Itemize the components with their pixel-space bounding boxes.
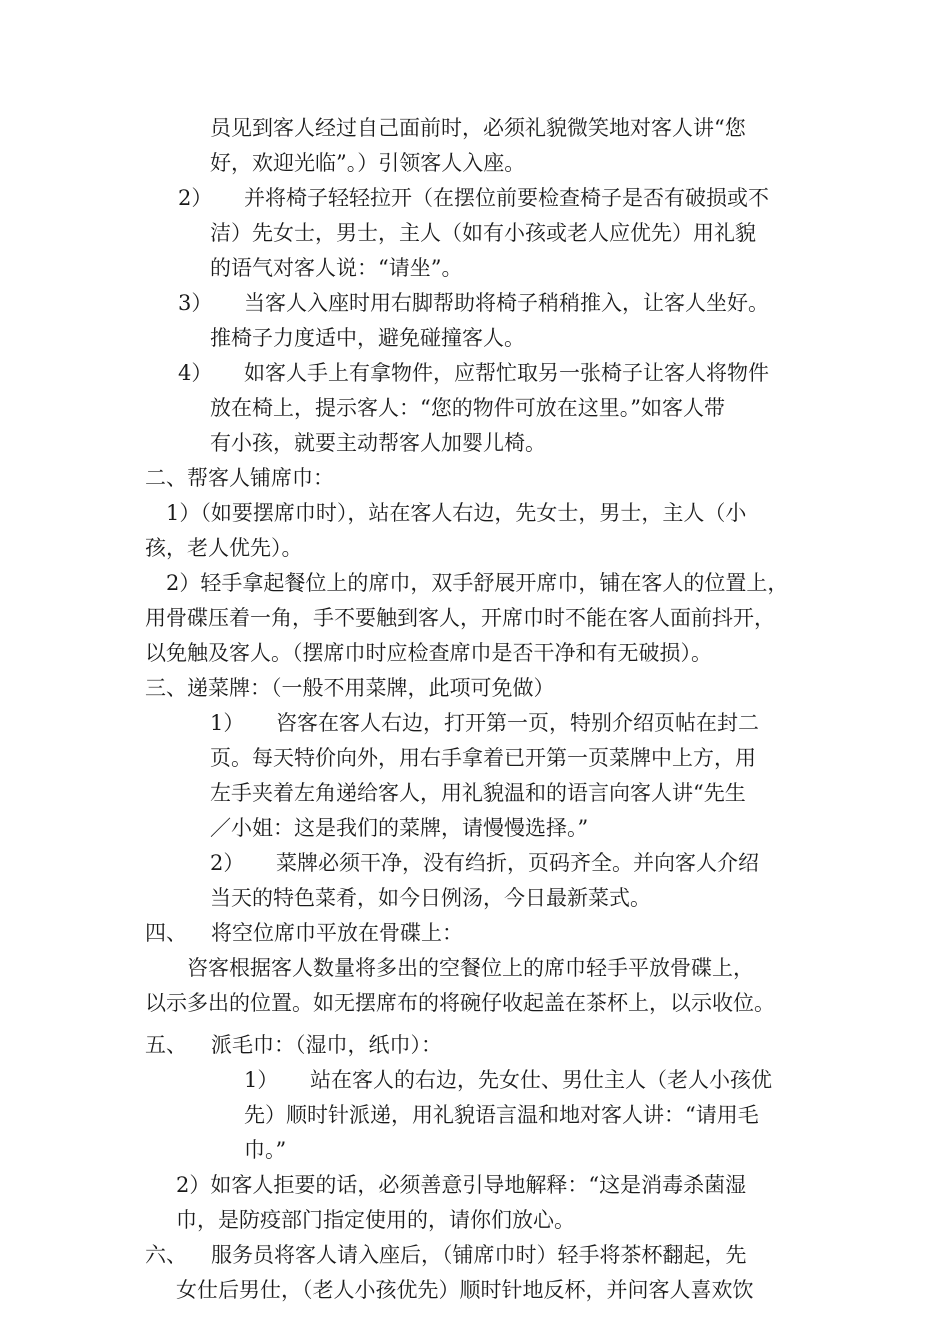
text-line: 推椅子力度适中，避免碰撞客人。 bbox=[210, 326, 525, 350]
text-line: ／小姐：这是我们的菜牌，请慢慢选择。” bbox=[210, 816, 589, 840]
section-heading: 三、递菜牌：（一般不用菜牌，此项可免做） bbox=[145, 676, 555, 700]
text-line: 当天的特色菜肴，如今日例汤，今日最新菜式。 bbox=[210, 886, 651, 910]
text-line: 的语气对客人说：“请坐”。 bbox=[210, 256, 463, 280]
list-number: 3） bbox=[178, 291, 213, 315]
text-line: 洁）先女士，男士，主人（如有小孩或老人应优先）用礼貌 bbox=[210, 221, 756, 245]
text-line: 巾。” bbox=[244, 1138, 287, 1162]
text-line: 站在客人的右边，先女仕、男仕主人（老人小孩优 bbox=[310, 1068, 772, 1092]
text-line: 页。每天特价向外，用右手拿着已开第一页菜牌中上方，用 bbox=[210, 746, 756, 770]
section-heading: 将空位席巾平放在骨碟上： bbox=[211, 921, 463, 945]
text-line: 有小孩，就要主动帮客人加婴儿椅。 bbox=[210, 431, 546, 455]
section-number: 六、 bbox=[145, 1243, 187, 1267]
text-line: 放在椅上，提示客人：“您的物件可放在这里。”如客人带 bbox=[210, 396, 725, 420]
text-line: 好，欢迎光临”。）引领客人入座。 bbox=[210, 151, 526, 175]
text-line: 巾，是防疫部门指定使用的，请你们放心。 bbox=[176, 1208, 575, 1232]
text-line: 先）顺时针派递，用礼貌语言温和地对客人讲：“请用毛 bbox=[244, 1103, 759, 1127]
text-line: 2）轻手拿起餐位上的席巾，双手舒展开席巾，铺在客人的位置上， bbox=[166, 571, 789, 595]
section-number: 四、 bbox=[145, 921, 187, 945]
text-line: 1）（如要摆席巾时），站在客人右边，先女士，男士，主人（小 bbox=[166, 501, 747, 525]
text-line: 服务员将客人请入座后，（铺席巾时）轻手将茶杯翻起，先 bbox=[211, 1243, 747, 1267]
text-line: 女仕后男仕，（老人小孩优先）顺时针地反杯，并问客人喜欢饮 bbox=[176, 1278, 754, 1302]
list-number: 2） bbox=[178, 186, 213, 210]
section-number: 五、 bbox=[145, 1033, 187, 1057]
text-line: 以免触及客人。（摆席巾时应检查席巾是否干净和有无破损）。 bbox=[145, 641, 712, 665]
list-number: 1） bbox=[244, 1068, 279, 1092]
text-line: 以示多出的位置。如无摆席布的将碗仔收起盖在茶杯上，以示收位。 bbox=[145, 991, 775, 1015]
text-line: 左手夹着左角递给客人，用礼貌温和的语言向客人讲“先生 bbox=[210, 781, 746, 805]
text-line: 2）如客人拒要的话，必须善意引导地解释：“这是消毒杀菌湿 bbox=[176, 1173, 747, 1197]
text-line: 孩，老人优先）。 bbox=[145, 536, 303, 560]
list-number: 1） bbox=[210, 711, 245, 735]
section-heading: 派毛巾：（湿巾，纸巾）： bbox=[211, 1033, 442, 1057]
text-line: 并将椅子轻轻拉开（在摆位前要检查椅子是否有破损或不 bbox=[244, 186, 769, 210]
text-line: 当客人入座时用右脚帮助将椅子稍稍推入，让客人坐好。 bbox=[244, 291, 769, 315]
section-heading: 二、帮客人铺席巾： bbox=[145, 466, 334, 490]
text-line: 咨客在客人右边，打开第一页，特别介绍页帖在封二 bbox=[276, 711, 759, 735]
text-line: 咨客根据客人数量将多出的空餐位上的席巾轻手平放骨碟上， bbox=[187, 956, 754, 980]
text-line: 员见到客人经过自己面前时，必须礼貌微笑地对客人讲“您 bbox=[210, 116, 746, 140]
text-line: 菜牌必须干净，没有绉折，页码齐全。并向客人介绍 bbox=[276, 851, 759, 875]
list-number: 4） bbox=[178, 361, 213, 385]
text-line: 如客人手上有拿物件，应帮忙取另一张椅子让客人将物件 bbox=[244, 361, 769, 385]
text-line: 用骨碟压着一角，手不要触到客人，开席巾时不能在客人面前抖开， bbox=[145, 606, 775, 630]
list-number: 2） bbox=[210, 851, 245, 875]
